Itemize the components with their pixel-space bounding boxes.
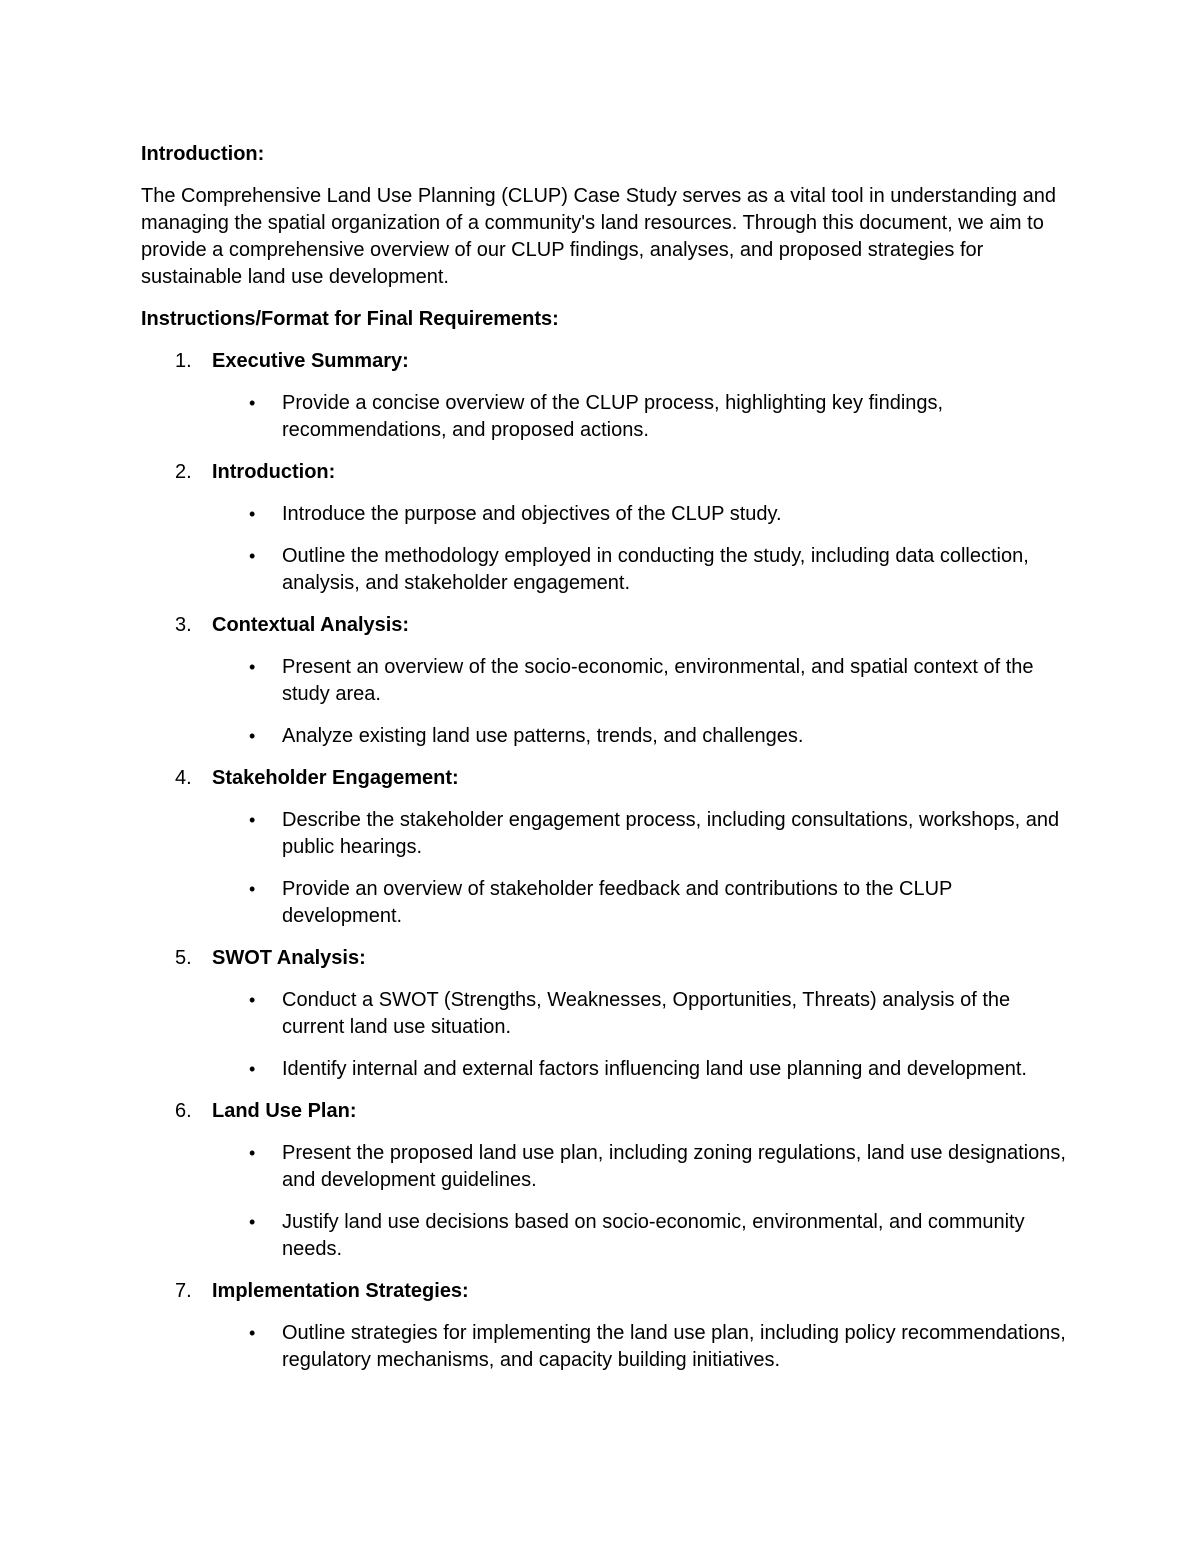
bullet-icon: •: [249, 990, 256, 1010]
bullet-text: Present an overview of the socio-economic, environmental, and spatial context of the study area.: [282, 656, 1034, 705]
list-item: [141, 390, 1071, 444]
section-title-row: [141, 459, 1071, 486]
requirement-section: [141, 612, 1071, 750]
list-item: [141, 501, 1071, 528]
bullet-text: Outline the methodology employed in conducting the study, including data collection, analysis, and stakeholder engagement.: [282, 545, 1029, 594]
list-item: [141, 987, 1071, 1041]
bullet-list: [141, 1320, 1071, 1374]
bullet-icon: •: [249, 1059, 256, 1079]
list-item: [141, 876, 1071, 930]
section-title-row: [141, 765, 1071, 792]
bullet-icon: •: [249, 657, 256, 677]
list-item: [141, 1320, 1071, 1374]
bullet-text: Identify internal and external factors influencing land use planning and development.: [282, 1058, 1027, 1080]
bullet-list: [141, 1140, 1071, 1263]
list-item: [141, 1140, 1071, 1194]
bullet-text: Provide a concise overview of the CLUP process, highlighting key findings, recommendations, and proposed actions.: [282, 392, 944, 441]
bullet-list: [141, 807, 1071, 930]
section-title-row: [141, 1278, 1071, 1305]
bullet-text: Outline strategies for implementing the land use plan, including policy recommendations, regulatory mechanisms, and capacity building initiatives.: [282, 1322, 1066, 1371]
section-title: SWOT Analysis:: [212, 947, 366, 969]
bullet-text: Describe the stakeholder engagement process, including consultations, workshops, and public hearings.: [282, 809, 1060, 858]
section-title-row: [141, 1098, 1071, 1125]
requirement-section: [141, 945, 1071, 1083]
bullet-text: Justify land use decisions based on socio-economic, environmental, and community needs.: [282, 1211, 1025, 1260]
list-item: [141, 543, 1071, 597]
bullet-text: Present the proposed land use plan, including zoning regulations, land use designations, and development guidelines.: [282, 1142, 1066, 1191]
bullet-text: Introduce the purpose and objectives of the CLUP study.: [282, 503, 782, 525]
section-title-row: [141, 612, 1071, 639]
bullet-icon: •: [249, 879, 256, 899]
bullet-text: Analyze existing land use patterns, trends, and challenges.: [282, 725, 804, 747]
section-number: 7.: [175, 1280, 192, 1302]
requirement-section: [141, 1278, 1071, 1374]
document-body: [141, 141, 1071, 1389]
requirements-heading: Instructions/Format for Final Requirements:: [141, 308, 559, 330]
bullet-icon: •: [249, 1143, 256, 1163]
bullet-list: [141, 390, 1071, 444]
section-number: 1.: [175, 350, 192, 372]
requirements-list: [141, 348, 1071, 1374]
requirement-section: [141, 348, 1071, 444]
intro-heading: Introduction:: [141, 143, 265, 165]
bullet-list: [141, 501, 1071, 597]
bullet-icon: •: [249, 546, 256, 566]
bullet-text: Provide an overview of stakeholder feedback and contributions to the CLUP development.: [282, 878, 953, 927]
section-number: 4.: [175, 767, 192, 789]
section-title: Land Use Plan:: [212, 1100, 357, 1122]
bullet-icon: •: [249, 726, 256, 746]
list-item: [141, 1056, 1071, 1083]
section-title: Contextual Analysis:: [212, 614, 410, 636]
list-item: [141, 654, 1071, 708]
requirement-section: [141, 1098, 1071, 1263]
bullet-list: [141, 654, 1071, 750]
section-number: 2.: [175, 461, 192, 483]
section-title: Executive Summary:: [212, 350, 409, 372]
section-number: 5.: [175, 947, 192, 969]
section-number: 6.: [175, 1100, 192, 1122]
section-number: 3.: [175, 614, 192, 636]
bullet-icon: •: [249, 1212, 256, 1232]
bullet-list: [141, 987, 1071, 1083]
bullet-icon: •: [249, 393, 256, 413]
bullet-icon: •: [249, 504, 256, 524]
list-item: [141, 1209, 1071, 1263]
bullet-icon: •: [249, 810, 256, 830]
requirement-section: [141, 765, 1071, 930]
section-title-row: [141, 945, 1071, 972]
section-title-row: [141, 348, 1071, 375]
section-title: Implementation Strategies:: [212, 1280, 469, 1302]
bullet-icon: •: [249, 1323, 256, 1343]
list-item: [141, 807, 1071, 861]
requirement-section: [141, 459, 1071, 597]
section-title: Stakeholder Engagement:: [212, 767, 459, 789]
intro-paragraph: The Comprehensive Land Use Planning (CLUP) Case Study serves as a vital tool in understanding and managing the spatial organization of a community's land resources. Through this document, we aim to provide a comprehensive overview of our CLUP findings, analyses, and proposed strategies for sustainable land use development.: [141, 185, 1056, 288]
bullet-text: Conduct a SWOT (Strengths, Weaknesses, Opportunities, Threats) analysis of the current land use situation.: [282, 989, 1011, 1038]
list-item: [141, 723, 1071, 750]
section-title: Introduction:: [212, 461, 336, 483]
